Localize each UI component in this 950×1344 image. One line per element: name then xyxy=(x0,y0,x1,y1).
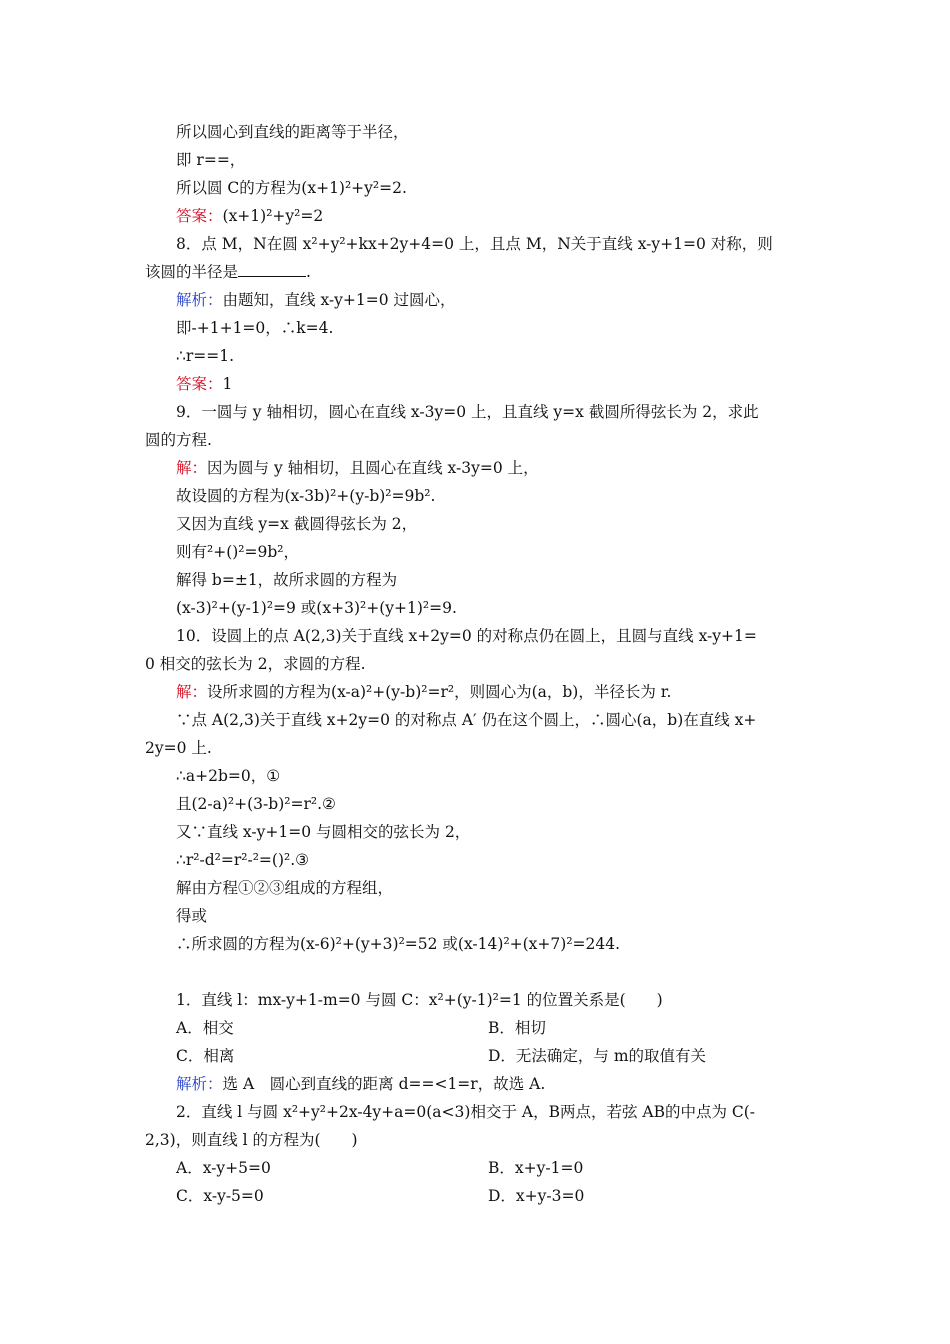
problem-2-option-a: A．x-y+5=0 xyxy=(176,1159,271,1177)
answer-text: (x+1)²+y²=2 xyxy=(222,207,324,225)
text-line: 故设圆的方程为(x-3b)²+(y-b)²=9b². xyxy=(176,487,436,505)
text-line: (x-3)²+(y-1)²=9 或(x+3)²+(y+1)²=9. xyxy=(176,599,457,617)
answer-text: 1 xyxy=(222,375,233,393)
problem-2-option-b: B．x+y-1=0 xyxy=(488,1159,584,1177)
problem-1-stem: 1．直线 l：mx-y+1-m=0 与圆 C：x²+(y-1)²=1 的位置关系是( ) xyxy=(176,991,663,1009)
question-9-line-1: 9．一圆与 y 轴相切，圆心在直线 x-3y=0 上，且直线 y=x 截圆所得弦长为 2，求此 xyxy=(176,403,759,421)
analysis-label: 解析： xyxy=(176,1075,223,1093)
text-line: ∴r²-d²=r²-²=()².③ xyxy=(176,851,310,869)
analysis-line xyxy=(176,290,456,310)
question-8-line-1: 8．点 M，N在圆 x²+y²+kx+2y+4=0 上，且点 M，N关于直线 x-y+1=0 对称，则 xyxy=(176,235,773,253)
question-10-line-2: 0 相交的弦长为 2，求圆的方程. xyxy=(145,655,366,673)
analysis-text: 选 A 圆心到直线的距离 d==<1=r，故选 A. xyxy=(222,1075,546,1093)
answer-line xyxy=(176,374,232,394)
text-line: ∴所求圆的方程为(x-6)²+(y+3)²=52 或(x-14)²+(x+7)²=244. xyxy=(176,935,621,953)
analysis-text: 由题知，直线 x-y+1=0 过圆心， xyxy=(222,291,456,309)
text-line: 所以圆 C的方程为(x+1)²+y²=2. xyxy=(176,179,407,197)
solution-line xyxy=(176,458,539,478)
text-line: ∵点 A(2,3)关于直线 x+2y=0 的对称点 A′ 仍在这个圆上，∴圆心(a，b)在直线 x+ xyxy=(176,711,757,729)
question-8-line-2 xyxy=(145,262,311,282)
analysis-line xyxy=(176,1074,545,1094)
problem-1-option-c: C．相离 xyxy=(176,1047,235,1065)
answer-label: 答案： xyxy=(176,375,223,393)
text-line: 即-+1+1=0，∴k=4. xyxy=(176,319,334,337)
solution-label: 解： xyxy=(176,683,208,701)
solution-text: 设所求圆的方程为(x-a)²+(y-b)²=r²，则圆心为(a，b)，半径长为 r. xyxy=(207,683,672,701)
text-line: ∴a+2b=0，① xyxy=(176,767,281,785)
problem-2-stem-line-1: 2．直线 l 与圆 x²+y²+2x-4y+a=0(a<3)相交于 A，B两点，若弦 AB的中点为 C(- xyxy=(176,1103,756,1121)
problem-2-option-d: D．x+y-3=0 xyxy=(488,1187,585,1205)
text-line: 又因为直线 y=x 截圆得弦长为 2， xyxy=(176,515,418,533)
text-line: 又∵直线 x-y+1=0 与圆相交的弦长为 2， xyxy=(176,823,471,841)
analysis-label: 解析： xyxy=(176,291,223,309)
answer-label: 答案： xyxy=(176,207,223,225)
text-line: 解得 b=±1，故所求圆的方程为 xyxy=(176,571,398,589)
question-10-line-1: 10．设圆上的点 A(2,3)关于直线 x+2y=0 的对称点仍在圆上，且圆与直线 x-y+1= xyxy=(176,627,757,645)
problem-1-option-d: D．无法确定，与 m的取值有关 xyxy=(488,1047,707,1065)
text-line: ∴r==1. xyxy=(176,347,235,365)
text-line: 所以圆心到直线的距离等于半径， xyxy=(176,123,409,141)
problem-1-option-b: B．相切 xyxy=(488,1019,546,1037)
solution-line xyxy=(176,682,671,702)
answer-line xyxy=(176,206,323,226)
question-9-line-2: 圆的方程. xyxy=(145,431,212,449)
text-line: 2y=0 上. xyxy=(145,739,212,757)
solution-text: 因为圆与 y 轴相切，且圆心在直线 x-3y=0 上， xyxy=(207,459,539,477)
solution-label: 解： xyxy=(176,459,208,477)
answer-blank xyxy=(238,262,306,277)
text-line: 即 r==， xyxy=(176,151,246,169)
text-line: 得或 xyxy=(176,907,208,925)
question-8-text: 该圆的半径是 xyxy=(145,263,239,281)
problem-2-option-c: C．x-y-5=0 xyxy=(176,1187,264,1205)
problem-2-stem-line-2: 2,3)，则直线 l 的方程为( ) xyxy=(145,1131,358,1149)
text-line: 解由方程①②③组成的方程组， xyxy=(176,879,394,897)
text-line: 且(2-a)²+(3-b)²=r².② xyxy=(176,795,336,813)
text-line: 则有²+()²=9b²， xyxy=(176,543,299,561)
question-8-tail: . xyxy=(306,263,311,281)
problem-1-option-a: A．相交 xyxy=(176,1019,234,1037)
